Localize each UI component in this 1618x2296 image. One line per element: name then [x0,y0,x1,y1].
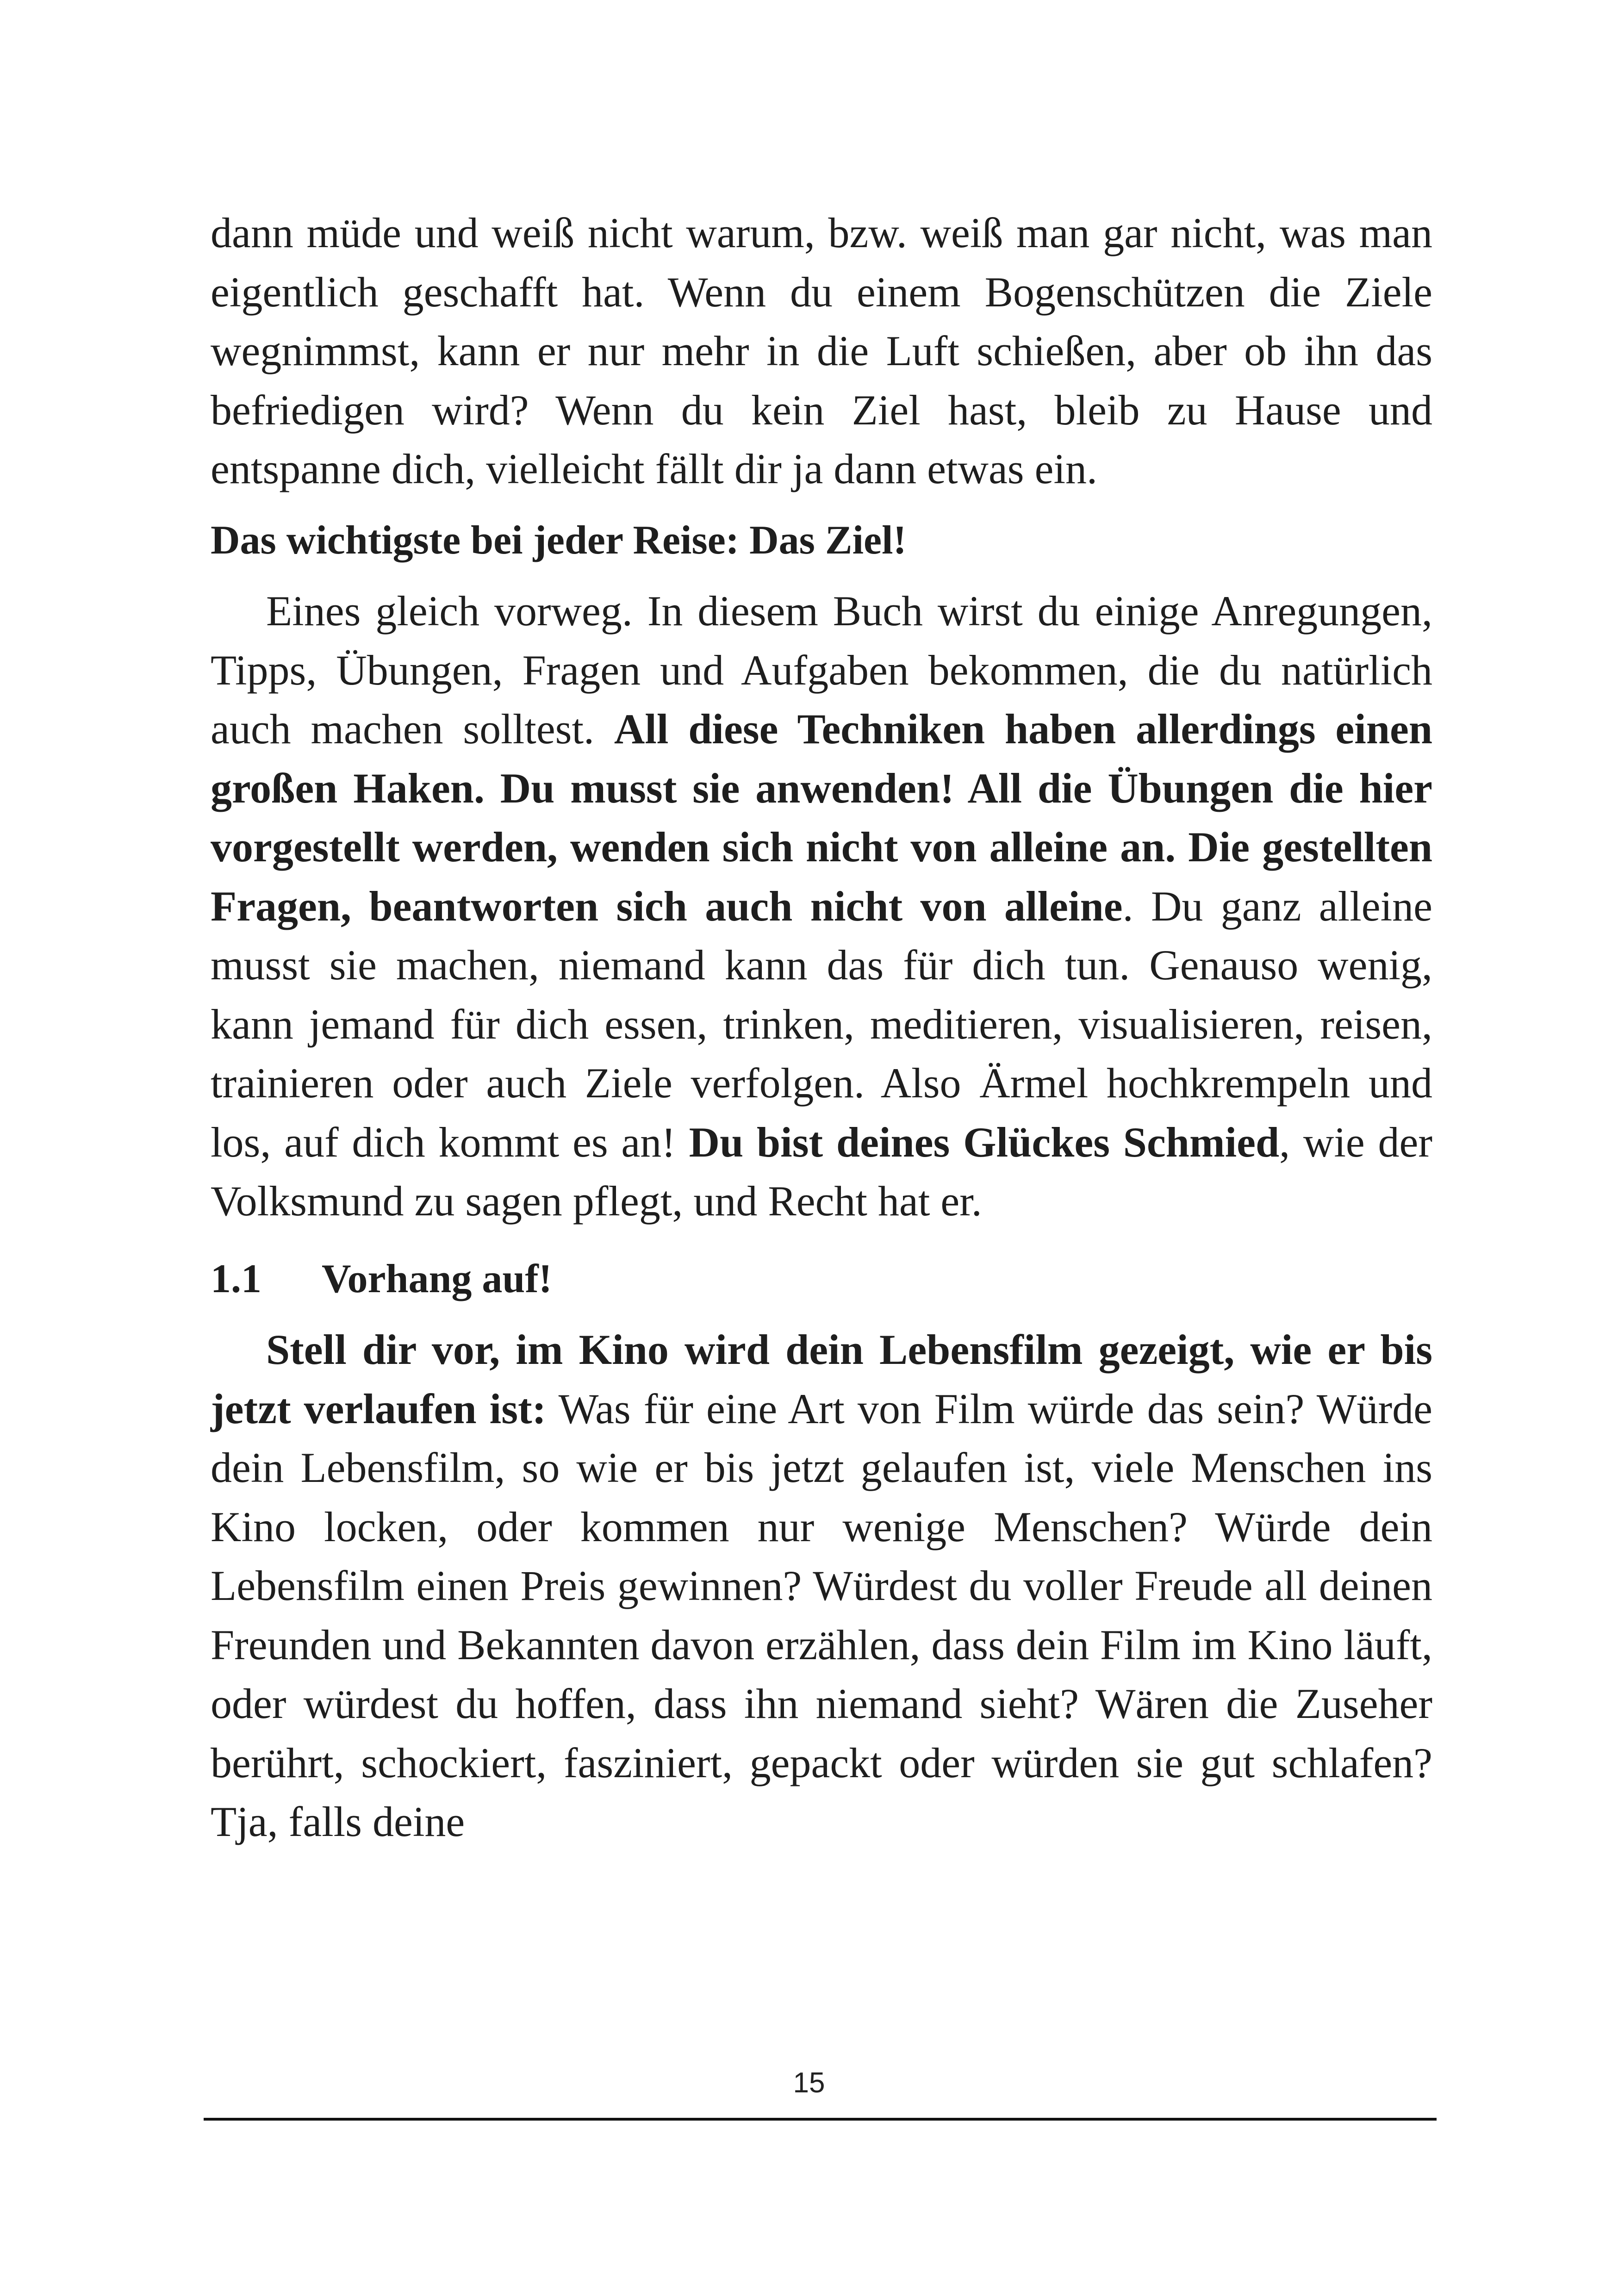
section-title: Vorhang auf! [322,1256,552,1301]
third-paragraph [211,1320,1432,1852]
page-number: 15 [793,2067,825,2099]
subheading: Das wichtigste bei jeder Reise: Das Ziel! [211,517,907,563]
second-paragraph-text-1: Eines gleich vorweg. In diesem Buch wirst du einige Anregungen, Tipps, Übungen, Fragen und Aufgaben bekommen, die du natürlich auch machen solltest. [211,587,1432,753]
top-paragraph: dann müde und weiß nicht warum, bzw. weiß man gar nicht, was man eigentlich geschafft hat. Wenn du einem Bogenschützen die Ziele wegnimmst, kann er nur mehr in die Luft schießen, aber ob ihn das befriedigen wird? Wenn du kein Ziel hast, bleib zu Hause und entspanne dich, vielleicht fällt dir ja dann etwas ein. [211,209,1432,492]
footer-rule [204,2118,1437,2121]
second-paragraph-bold-2: Du bist deines Glückes Schmied [689,1118,1280,1166]
third-paragraph-text: Was für eine Art von Film würde das sein? Würde dein Lebensfilm, so wie er bis jetzt gelaufen ist, viele Menschen ins Kino locken, oder kommen nur wenige Menschen? Würde dein Lebensfilm einen Preis gewinnen? Würdest du voller Freude all deinen Freunden und Bekannten davon erzählen, dass dein Film im Kino läuft, oder würdest du hoffen, dass ihn niemand sieht? Wären die Zuseher berührt, schockiert, fasziniert, gepackt oder würden sie gut schlafen? Tja, falls deine [211,1385,1432,1845]
page-body [211,204,1432,1852]
third-paragraph-bold: Stell dir vor, im Kino wird dein Lebensfilm gezeigt, wie er bis jetzt verlaufen ist: [211,1326,1432,1432]
section-number: 1.1 [211,1256,261,1301]
second-paragraph-text-3: , wie der Volksmund zu sagen pflegt, und Recht hat er. [211,1118,1432,1225]
second-paragraph-bold-1: All diese Techniken haben allerdings einen großen Haken. Du musst sie anwenden! All die Übungen die hier vorgestellt werden, wenden sich nicht von alleine an. Die gestellten Fragen, beantworten sich auch nicht von alleine [211,705,1432,930]
section-heading [211,1250,1432,1309]
second-paragraph-text-2: . Du ganz alleine musst sie machen, niemand kann das für dich tun. Genauso wenig, kann jemand für dich essen, trinken, meditieren, visualisieren, reisen, trainieren oder auch Ziele verfolgen. Also Ärmel hochkrempeln und los, auf dich kommt es an! [211,882,1432,1166]
second-paragraph [211,582,1432,1231]
